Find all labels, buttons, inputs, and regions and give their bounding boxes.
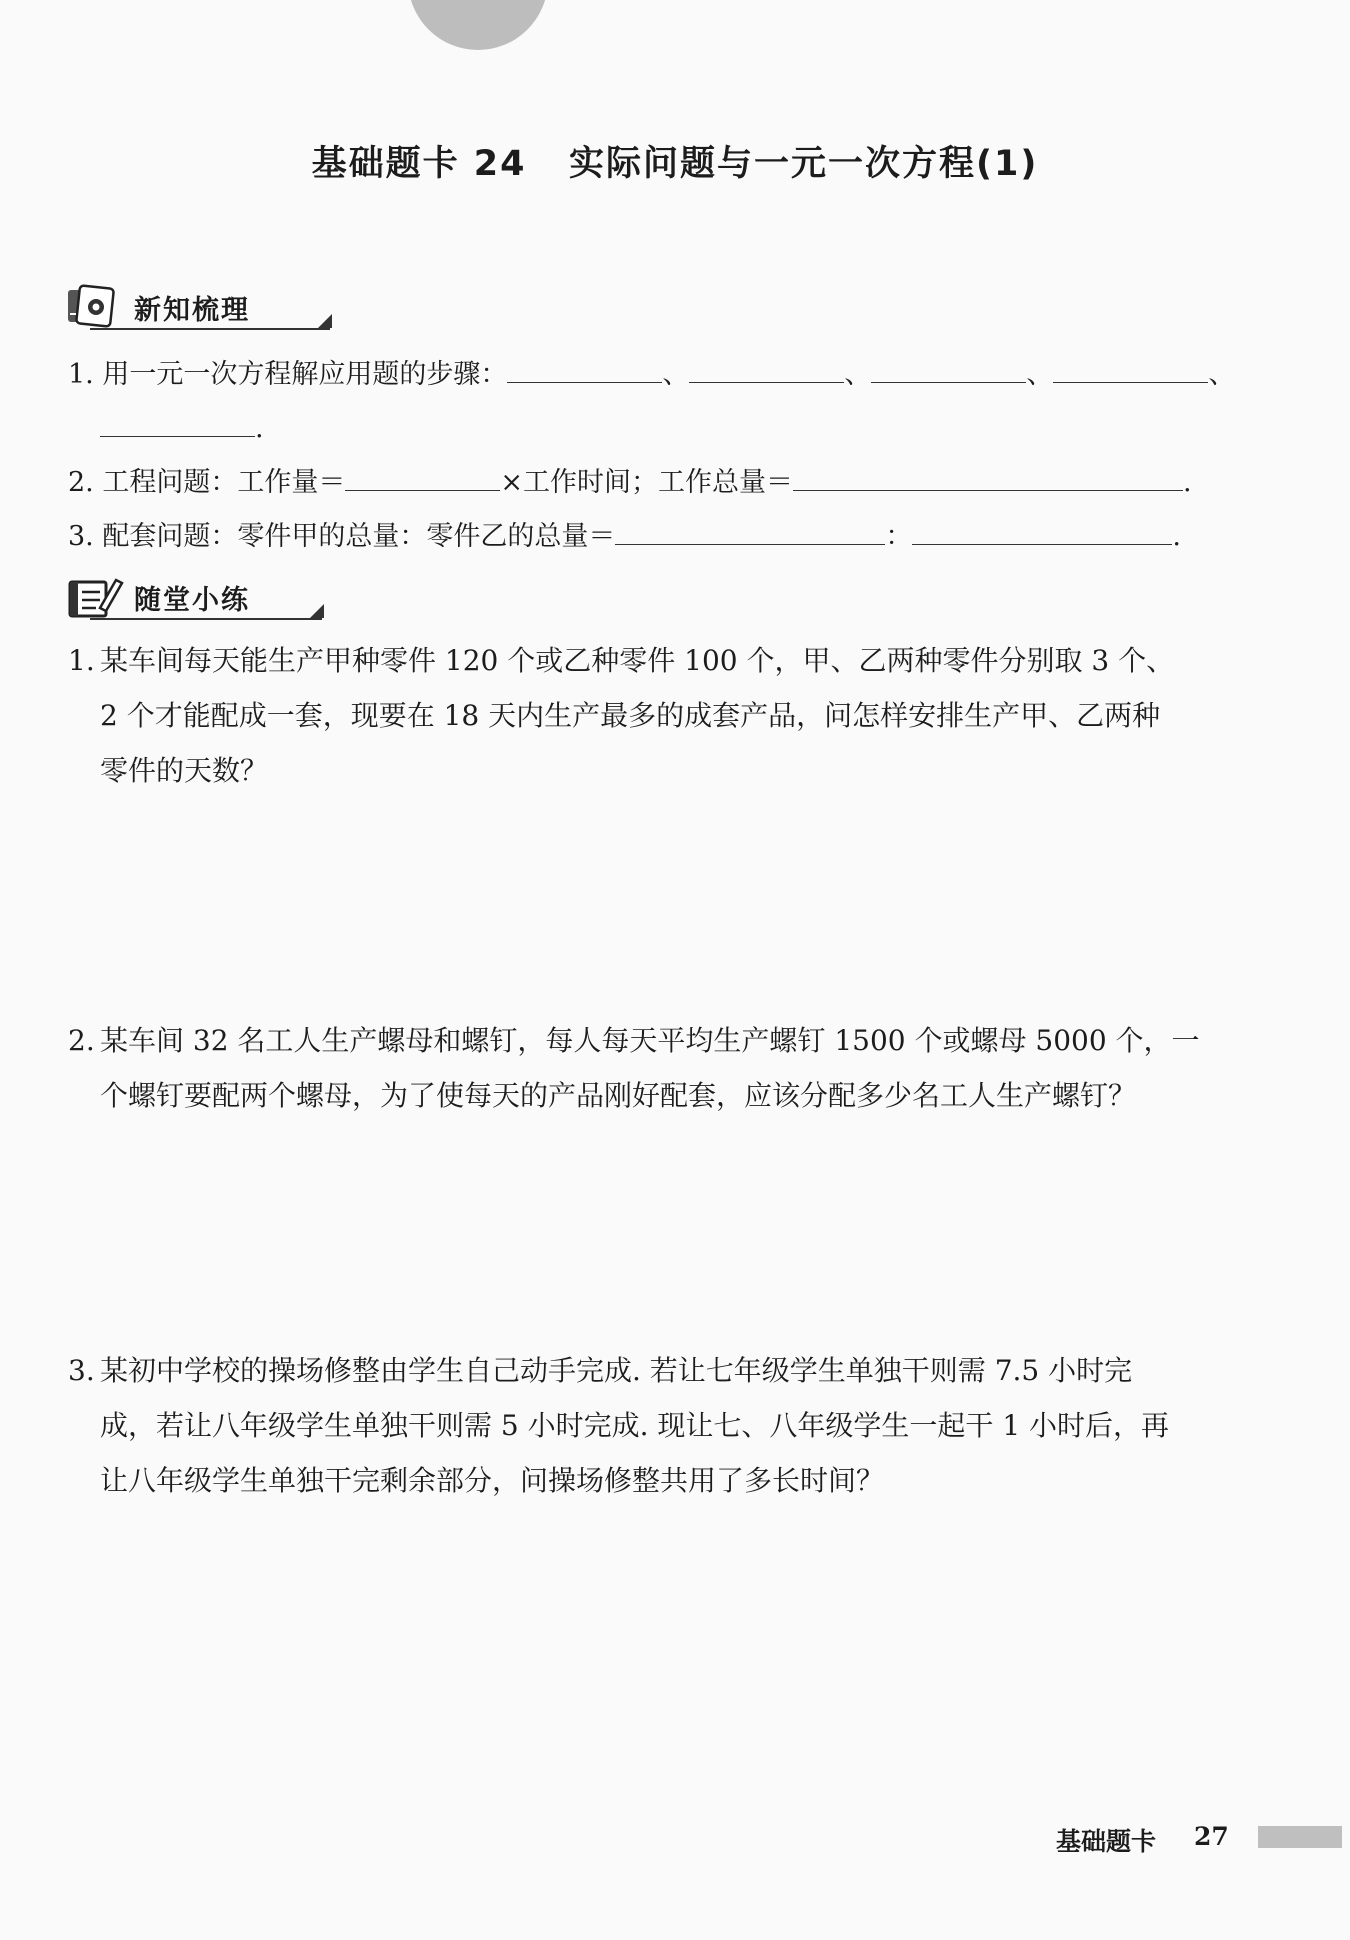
answer-blank[interactable] <box>100 406 255 437</box>
xinzhi-item-2-text-a: 2. 工程问题：工作量＝ <box>68 467 346 498</box>
answer-blank[interactable] <box>345 460 500 491</box>
separator: 、 <box>662 359 690 390</box>
answer-blank[interactable] <box>793 460 1183 491</box>
problem-line: 让八年级学生单独干完剩余部分，问操场修整共用了多长时间？ <box>100 1464 885 1497</box>
xinzhi-item-1-cont <box>100 406 264 448</box>
section-header-xinzhi <box>66 282 250 332</box>
problem-line: 零件的天数？ <box>100 754 269 787</box>
answer-blank[interactable] <box>507 352 662 383</box>
separator: 、 <box>1026 359 1054 390</box>
separator: 、 <box>1208 359 1236 390</box>
notebook-pen-icon <box>66 574 126 620</box>
item-end-period: . <box>1172 521 1181 552</box>
footer-decoration-bar <box>1258 1826 1342 1848</box>
section-underline-xinzhi <box>90 328 330 330</box>
xinzhi-item-2 <box>68 460 1192 502</box>
separator: 、 <box>844 359 872 390</box>
problem-line: 2 个才能配成一套，现要在 18 天内生产最多的成套产品，问怎样安排生产甲、乙两种 <box>100 699 1161 732</box>
xinzhi-item-3 <box>68 514 1181 556</box>
xinzhi-item-2-text-b: ×工作时间；工作总量＝ <box>500 467 793 498</box>
page-number: 27 <box>1194 1822 1229 1851</box>
problem-number: 3. <box>68 1354 95 1387</box>
problem-line: 成，若让八年级学生单独干则需 5 小时完成. 现让七、八年级学生一起干 1 小时后，再 <box>100 1409 1170 1442</box>
item-end-period: . <box>255 413 264 444</box>
section-title-xinzhi: 新知梳理 <box>134 294 250 326</box>
problem-number: 2. <box>68 1024 95 1057</box>
answer-blank[interactable] <box>912 514 1172 545</box>
answer-blank[interactable] <box>871 352 1026 383</box>
section-title-suitang: 随堂小练 <box>134 584 250 616</box>
section-underline-suitang <box>90 618 322 620</box>
practice-problem-1 <box>68 633 1278 798</box>
problem-line: 某车间 32 名工人生产螺母和螺钉，每人每天平均生产螺钉 1500 个或螺母 5000 个，一 <box>100 1024 1200 1057</box>
section-arrow-xinzhi <box>318 314 332 328</box>
practice-problem-2 <box>68 1013 1278 1123</box>
problem-line: 某初中学校的操场修整由学生自己动手完成. 若让七年级学生单独干则需 7.5 小时完 <box>100 1354 1133 1387</box>
page-top-tab-decoration <box>408 0 548 50</box>
answer-blank[interactable] <box>615 514 885 545</box>
problem-number: 1. <box>68 644 95 677</box>
problem-line: 个螺钉要配两个螺母，为了使每天的产品刚好配套，应该分配多少名工人生产螺钉？ <box>100 1079 1137 1112</box>
footer-label: 基础题卡 <box>1056 1827 1157 1856</box>
ratio-colon: ： <box>885 521 913 552</box>
xinzhi-item-1-text: 1. 用一元一次方程解应用题的步骤： <box>68 359 508 390</box>
answer-blank[interactable] <box>1053 352 1208 383</box>
xinzhi-item-1 <box>68 352 1235 394</box>
problem-line: 某车间每天能生产甲种零件 120 个或乙种零件 100 个，甲、乙两种零件分别取 3 个、 <box>100 644 1175 677</box>
xinzhi-item-3-text: 3. 配套问题：零件甲的总量：零件乙的总量＝ <box>68 521 616 552</box>
knowledge-cards-icon <box>66 284 126 330</box>
answer-blank[interactable] <box>689 352 844 383</box>
item-end-period: . <box>1182 467 1192 498</box>
section-header-suitang <box>66 572 250 622</box>
practice-problem-3 <box>68 1343 1278 1508</box>
page-title: 基础题卡 24 实际问题与一元一次方程(1) <box>311 144 1039 184</box>
section-arrow-suitang <box>310 604 324 618</box>
